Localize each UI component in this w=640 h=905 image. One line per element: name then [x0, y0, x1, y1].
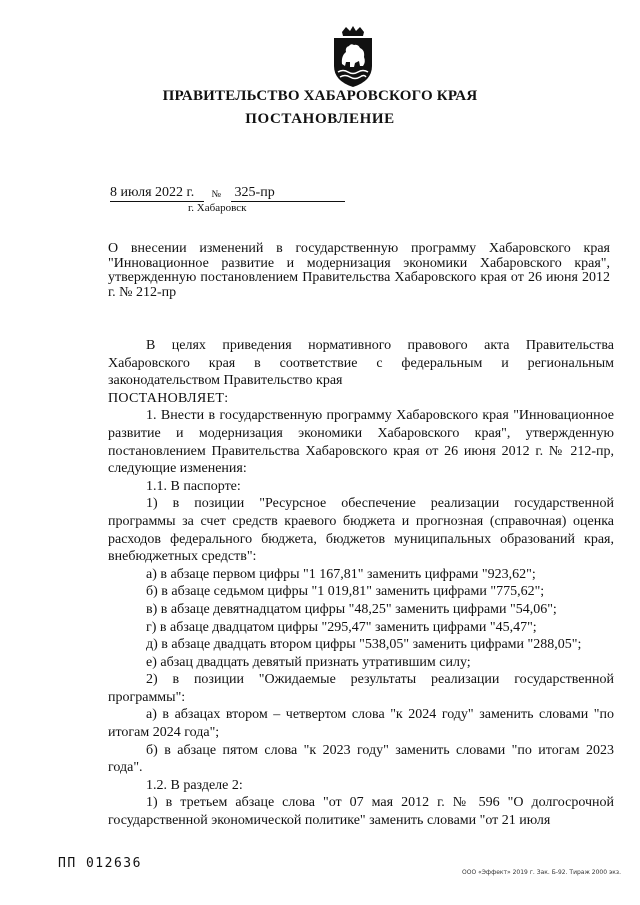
document-type: ПОСТАНОВЛЕНИЕ [245, 111, 395, 127]
khabarovsk-coat-of-arms-icon [330, 26, 376, 88]
paragraph: 1.1. В паспорте: [146, 478, 241, 494]
emblem [330, 26, 376, 88]
government-title: ПРАВИТЕЛЬСТВО ХАБАРОВСКОГО КРАЯ [162, 88, 478, 104]
paragraph: а) в абзаце первом цифры "1 167,81" заменить цифрами "923,62"; [146, 566, 536, 582]
paragraph: а) в абзацах втором – четвертом слова "к 2024 году" заменить словами "по итогам 2024 года"; [108, 707, 614, 741]
paragraph: 1.2. В разделе 2: [146, 777, 243, 793]
paragraph: б) в абзаце седьмом цифры "1 019,81" заменить цифрами "775,62"; [146, 584, 545, 600]
document-place: г. Хабаровск [188, 202, 247, 214]
document-date: 8 июля 2022 г. [110, 185, 204, 202]
paragraph: е) абзац двадцать девятый признать утратившим силу; [146, 654, 471, 670]
paragraph: 1) в третьем абзаце слова "от 07 мая 2012 г. № 596 "О долгосрочной государственной экономической политике" заменить словами "от 21 июля [108, 795, 614, 829]
paragraph: в) в абзаце девятнадцатом цифры "48,25" заменить цифрами "54,06"; [146, 601, 557, 617]
paragraph: 1. Внести в государственную программу Хабаровского края "Инновационное развитие и модернизация экономики Хабаровского края", утвержденную постановлением Правительства Хабаровского края от 26 июня 2012 г. № 212-пр, следующие изменения: [108, 408, 614, 477]
document-number: 325-пр [231, 185, 345, 202]
document-body [108, 337, 614, 830]
paragraph: д) в абзаце двадцать втором цифры "538,05" заменить цифрами "288,05"; [146, 637, 582, 653]
printer-imprint: ООО «Эффект» 2019 г. Зак. Б-92. Тираж 2000 экз. [462, 869, 621, 876]
date-number-row [110, 185, 345, 202]
paragraph: 1) в позиции "Ресурсное обеспечение реализации государственной программы за счет средств краевого бюджета и прогнозная (справочная) оценка расходов федерального бюджета, бюджетов муниципальных образований края, внебюджетных средств": [108, 496, 614, 565]
paragraph: г) в абзаце двадцатом цифры "295,47" заменить цифрами "45,47"; [146, 619, 537, 635]
paragraph: б) в абзаце пятом слова "к 2023 году" заменить словами "по итогам 2023 года". [108, 742, 614, 776]
resolves-heading: ПОСТАНОВЛЯЕТ: [108, 390, 229, 406]
number-label: № [211, 189, 222, 200]
document-subject [108, 242, 610, 300]
serial-number: ПП 012636 [58, 856, 142, 871]
subject-text: О внесении изменений в государственную программу Хабаровского края "Инновационное развитие и модернизация экономики Хабаровского края", утвержденную постановлением Правительства Хабаровского края от 26 июня 2012 г. № 212-пр [108, 241, 610, 300]
preamble: В целях приведения нормативного правового акта Правительства Хабаровского края в соответствие с федеральным и региональным законодательством Правительство края [108, 338, 614, 389]
paragraph: 2) в позиции "Ожидаемые результаты реализации государственной программы": [108, 672, 614, 705]
